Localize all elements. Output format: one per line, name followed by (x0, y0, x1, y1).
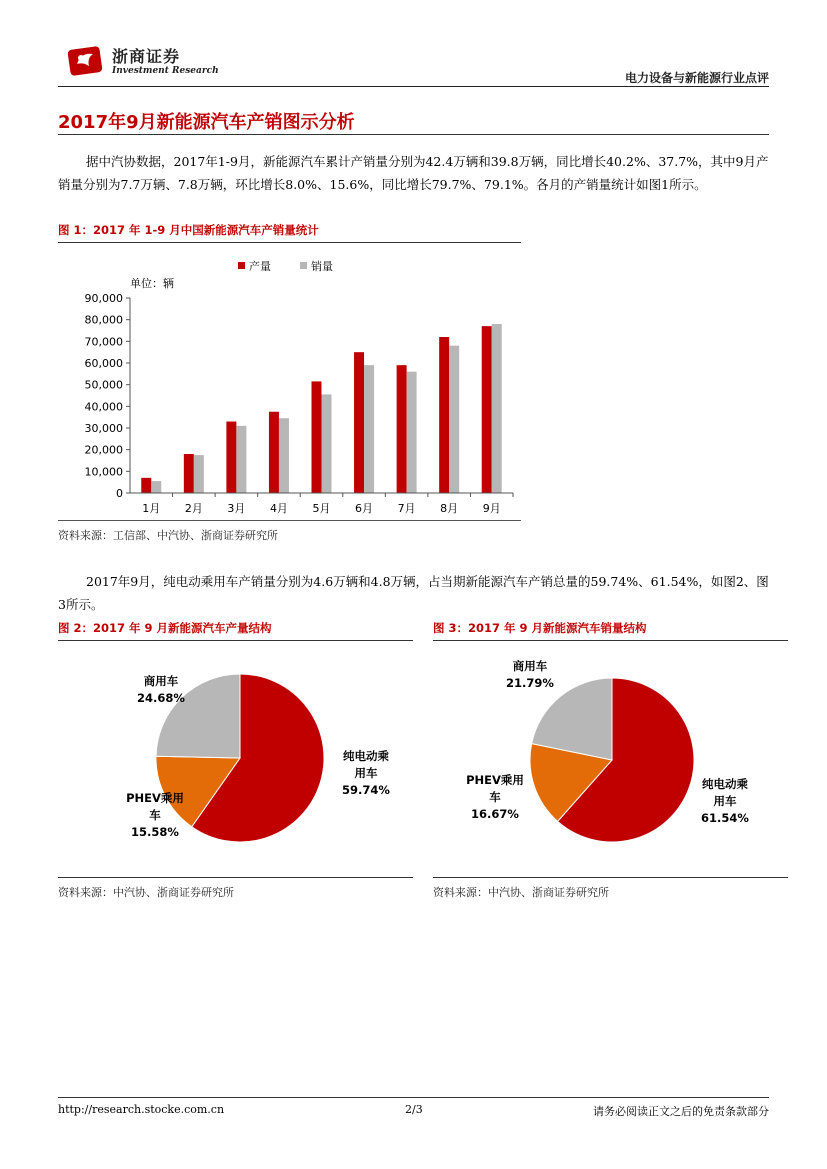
pie-label-phev: 车 (489, 790, 501, 804)
bar-sales (279, 418, 289, 493)
y-tick-label: 50,000 (84, 378, 123, 392)
bar-sales (449, 346, 459, 493)
figure-1-bottom-rule (58, 520, 521, 521)
x-tick-label: 9月 (482, 502, 501, 515)
pie-label-phev: 车 (149, 808, 161, 822)
y-tick-label: 30,000 (84, 422, 123, 435)
legend-label-production: 产量 (249, 260, 271, 273)
x-tick-label: 5月 (312, 502, 331, 515)
pie-label-phev: PHEV乘用 (126, 791, 184, 805)
paragraph-bev-share: 2017年9月，纯电动乘用车产销量分别为4.6万辆和4.8万辆，占当期新能源汽车产销总量的59.74%、61.54%，如图2、图3所示。 (58, 574, 769, 612)
pie-label-bev: 用车 (354, 766, 378, 780)
bar-sales (322, 394, 332, 493)
figure-1-source: 资料来源：工信部、中汽协、浙商证券研究所 (58, 529, 278, 542)
figure-3-source: 资料来源：中汽协、浙商证券研究所 (433, 886, 609, 899)
bar-sales (407, 372, 417, 493)
x-tick-label: 3月 (227, 502, 246, 515)
pie-percent-commercial: 21.79% (506, 676, 554, 690)
legend-label-sales: 销量 (311, 260, 333, 273)
monthly-production-sales-bar-chart (58, 248, 521, 518)
page-title: 2017年9月新能源汽车产销图示分析 (58, 112, 355, 133)
y-tick-label: 70,000 (84, 335, 123, 349)
x-axis (130, 493, 513, 515)
figure-3-top-rule (433, 640, 788, 641)
figure-1-title: 图 1：2017 年 1-9 月中国新能源汽车产销量统计 (58, 223, 319, 237)
chart-unit-label: 单位：辆 (130, 277, 174, 290)
pie-label-commercial: 商用车 (143, 674, 179, 688)
paragraph-production-summary: 据中汽协数据，2017年1-9月，新能源汽车累计产销量分别为42.4万辆和39.8万辆，同比增长40.2%、37.7%，其中9月产销量分别为7.7万辆、7.8万辆，环比增长8.0%、15.6%，同比增长79.7%、79.1%。各月的产销量统计如图1所示。 (58, 154, 769, 192)
y-tick-label: 10,000 (84, 465, 123, 479)
figure-2-title: 图 2：2017 年 9 月新能源汽车产量结构 (58, 621, 272, 635)
figure-3-title: 图 3：2017 年 9 月新能源汽车销量结构 (433, 621, 647, 635)
figure-1-top-rule (58, 242, 521, 243)
x-tick-label: 8月 (440, 502, 459, 515)
x-tick-label: 2月 (184, 502, 203, 515)
y-tick-label: 40,000 (84, 400, 123, 414)
bar-sales (492, 324, 502, 493)
pie-label-bev: 纯电动乘 (343, 749, 389, 763)
bar-production (312, 381, 322, 493)
page-number: 2/3 (405, 1103, 423, 1116)
pie-percent-bev: 59.74% (342, 783, 390, 797)
bar-sales (236, 426, 246, 493)
pie-percent-phev: 16.67% (471, 807, 519, 821)
bar-production (482, 326, 492, 493)
pie-label-bev: 用车 (713, 794, 737, 808)
footer-disclaimer: 请务必阅读正文之后的免责条款部分 (593, 1105, 769, 1118)
pie-label-bev: 纯电动乘 (702, 777, 748, 791)
bar-sales (194, 455, 204, 493)
figure-2-bottom-rule (58, 877, 413, 878)
x-tick-label: 7月 (397, 502, 416, 515)
brand-subtitle: Investment Research (112, 66, 219, 76)
header-divider (58, 86, 769, 87)
figure-3-bottom-rule (433, 877, 788, 878)
x-tick-label: 4月 (269, 502, 288, 515)
pie-percent-phev: 15.58% (131, 825, 179, 839)
chart-legend (238, 259, 333, 273)
y-tick-label: 80,000 (84, 313, 123, 327)
sales-structure-pie-chart (433, 645, 788, 875)
brand-logo-icon (67, 44, 105, 76)
figure-2-source: 资料来源：中汽协、浙商证券研究所 (58, 886, 234, 899)
footer-divider (58, 1097, 769, 1098)
figure-2-top-rule (58, 640, 413, 641)
bar-series (141, 324, 501, 493)
pie-label-commercial: 商用车 (512, 659, 548, 673)
legend-swatch-production (238, 262, 245, 269)
bar-sales (364, 365, 374, 493)
y-axis (85, 292, 131, 500)
bar-production (354, 352, 364, 493)
bar-production (141, 478, 151, 493)
y-tick-label: 20,000 (84, 443, 123, 457)
x-tick-label: 6月 (355, 502, 374, 515)
y-tick-label: 90,000 (84, 292, 123, 305)
pie-percent-commercial: 24.68% (137, 691, 185, 705)
pie-percent-bev: 61.54% (701, 811, 749, 825)
bar-production (269, 412, 279, 493)
production-structure-pie-chart (58, 645, 413, 875)
legend-swatch-sales (300, 262, 307, 269)
y-tick-label: 0 (116, 487, 123, 500)
bar-production (226, 422, 236, 494)
brand-name: 浙商证券 (112, 47, 181, 66)
bar-sales (151, 481, 161, 493)
footer-url-link[interactable]: http://research.stocke.com.cn (58, 1103, 225, 1116)
bar-production (184, 454, 194, 493)
bar-production (439, 337, 449, 493)
report-category: 电力设备与新能源行业点评 (624, 71, 769, 85)
x-tick-label: 1月 (142, 502, 161, 515)
pie-label-phev: PHEV乘用 (466, 773, 524, 787)
title-divider (58, 134, 769, 135)
bar-production (397, 365, 407, 493)
y-tick-label: 60,000 (84, 357, 123, 370)
